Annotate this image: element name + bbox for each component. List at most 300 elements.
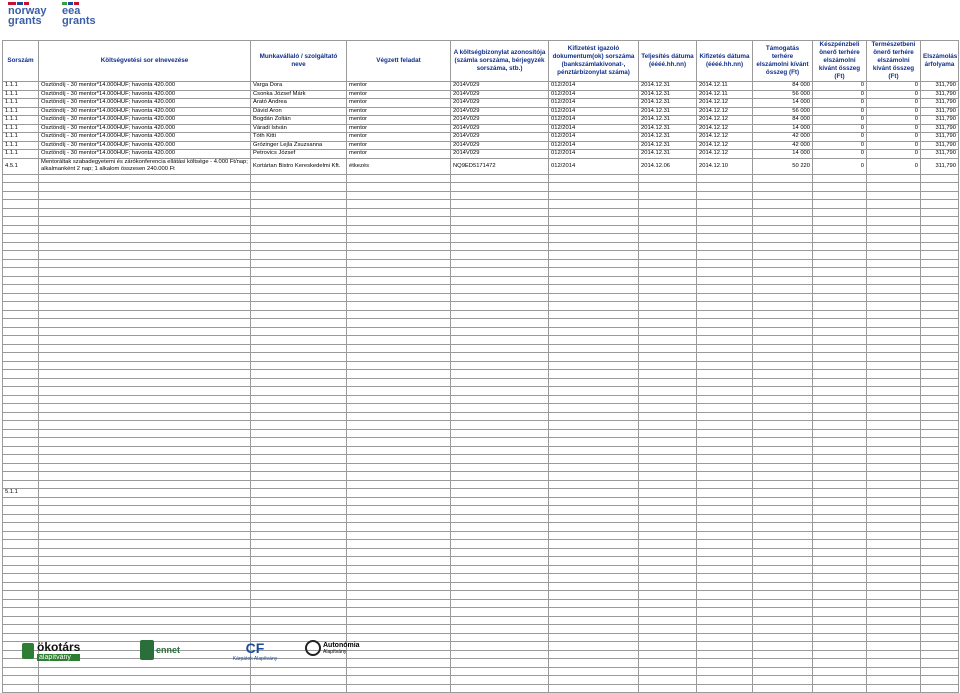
empty-cell xyxy=(39,208,251,217)
empty-cell xyxy=(813,565,867,574)
empty-cell xyxy=(549,421,639,430)
table-cell: 42 000 xyxy=(753,133,813,142)
column-header: Kifizetés dátuma (éééé.hh.nn) xyxy=(697,41,753,82)
empty-cell xyxy=(251,676,347,685)
empty-cell xyxy=(753,378,813,387)
empty-cell xyxy=(451,676,549,685)
empty-cell xyxy=(549,608,639,617)
empty-row xyxy=(3,480,959,489)
empty-cell xyxy=(867,319,921,328)
empty-cell xyxy=(347,599,451,608)
empty-cell xyxy=(697,242,753,251)
table-cell: 2014V029 xyxy=(451,150,549,159)
empty-cell xyxy=(347,387,451,396)
table-row xyxy=(3,158,959,174)
table-cell: 311,790 xyxy=(921,82,959,91)
table-cell: étkezés xyxy=(347,158,451,174)
empty-cell xyxy=(549,574,639,583)
empty-cell xyxy=(639,174,697,183)
empty-cell xyxy=(39,174,251,183)
empty-cell xyxy=(921,310,959,319)
empty-cell xyxy=(549,455,639,464)
empty-cell xyxy=(813,472,867,481)
empty-cell xyxy=(639,293,697,302)
table-cell: 1.1.1 xyxy=(3,133,39,142)
empty-cell xyxy=(867,591,921,600)
empty-row xyxy=(3,310,959,319)
empty-row xyxy=(3,591,959,600)
empty-cell xyxy=(251,480,347,489)
empty-cell xyxy=(39,625,251,634)
empty-cell xyxy=(867,327,921,336)
empty-cell xyxy=(867,633,921,642)
empty-cell xyxy=(753,608,813,617)
empty-cell xyxy=(697,676,753,685)
table-cell: 0 xyxy=(867,158,921,174)
empty-cell xyxy=(3,404,39,413)
empty-cell xyxy=(347,574,451,583)
empty-cell xyxy=(921,191,959,200)
empty-cell xyxy=(697,421,753,430)
column-header: Végzett feladat xyxy=(347,41,451,82)
empty-cell xyxy=(3,463,39,472)
empty-cell xyxy=(753,574,813,583)
empty-cell xyxy=(697,370,753,379)
empty-cell xyxy=(347,361,451,370)
empty-row xyxy=(3,565,959,574)
empty-cell xyxy=(697,659,753,668)
empty-cell xyxy=(867,302,921,311)
empty-cell xyxy=(813,523,867,532)
empty-cell xyxy=(549,472,639,481)
empty-row xyxy=(3,361,959,370)
empty-cell xyxy=(921,676,959,685)
empty-cell xyxy=(697,251,753,260)
empty-cell xyxy=(451,268,549,277)
table-row xyxy=(3,82,959,91)
empty-cell xyxy=(639,225,697,234)
empty-cell xyxy=(347,208,451,217)
empty-cell xyxy=(251,208,347,217)
empty-cell xyxy=(921,565,959,574)
table-cell: 5.1.1 xyxy=(3,489,39,498)
ennet-logo-name: ennet xyxy=(156,645,181,655)
empty-cell xyxy=(39,557,251,566)
empty-cell xyxy=(753,327,813,336)
empty-cell xyxy=(639,361,697,370)
table-cell: 311,790 xyxy=(921,141,959,150)
table-cell: 2014.12.31 xyxy=(639,90,697,99)
empty-cell xyxy=(347,667,451,676)
empty-row xyxy=(3,302,959,311)
empty-cell xyxy=(549,387,639,396)
empty-row xyxy=(3,225,959,234)
table-cell: Varga Dora xyxy=(251,82,347,91)
empty-cell xyxy=(3,540,39,549)
empty-cell xyxy=(867,404,921,413)
empty-cell xyxy=(3,378,39,387)
empty-cell xyxy=(347,200,451,209)
empty-cell xyxy=(867,514,921,523)
empty-cell xyxy=(549,174,639,183)
empty-cell xyxy=(451,455,549,464)
table-cell: Grózinger Lejla Zsuzsanna xyxy=(251,141,347,150)
empty-cell xyxy=(39,667,251,676)
empty-cell xyxy=(697,191,753,200)
empty-cell xyxy=(39,285,251,294)
empty-cell xyxy=(251,557,347,566)
empty-cell xyxy=(813,200,867,209)
empty-cell xyxy=(921,319,959,328)
empty-cell xyxy=(753,582,813,591)
table-cell: mentor xyxy=(347,133,451,142)
table-cell: 2014V029 xyxy=(451,141,549,150)
table-cell: Ösztöndíj - 30 mentor*14.000HUF; havonta 420.000 xyxy=(39,150,251,159)
empty-cell xyxy=(451,472,549,481)
table-cell: 311,790 xyxy=(921,99,959,108)
empty-cell xyxy=(39,548,251,557)
table-cell: mentor xyxy=(347,82,451,91)
empty-cell xyxy=(347,251,451,260)
empty-cell xyxy=(39,276,251,285)
table-cell: 1.1.1 xyxy=(3,141,39,150)
empty-cell xyxy=(867,472,921,481)
empty-row xyxy=(3,497,959,506)
empty-cell xyxy=(3,370,39,379)
empty-row xyxy=(3,421,959,430)
empty-cell xyxy=(549,463,639,472)
empty-cell xyxy=(697,302,753,311)
table-cell: 2014.12.12 xyxy=(697,133,753,142)
empty-cell xyxy=(251,378,347,387)
empty-cell xyxy=(549,667,639,676)
table-cell: 2014.12.12 xyxy=(697,116,753,125)
empty-cell xyxy=(753,472,813,481)
table-cell: 2014.12.31 xyxy=(639,107,697,116)
empty-cell xyxy=(3,259,39,268)
empty-cell xyxy=(451,463,549,472)
empty-cell xyxy=(697,378,753,387)
empty-cell xyxy=(813,591,867,600)
empty-cell xyxy=(639,480,697,489)
table-cell: NQ9ED5171472 xyxy=(451,158,549,174)
empty-cell xyxy=(251,506,347,515)
empty-cell xyxy=(697,531,753,540)
empty-cell xyxy=(39,370,251,379)
empty-cell xyxy=(39,259,251,268)
table-cell: 1.1.1 xyxy=(3,99,39,108)
table-cell: 2014V029 xyxy=(451,124,549,133)
table-cell: 1.1.1 xyxy=(3,90,39,99)
empty-cell xyxy=(867,370,921,379)
empty-cell xyxy=(813,387,867,396)
empty-cell xyxy=(549,489,639,498)
empty-cell xyxy=(639,327,697,336)
empty-cell xyxy=(697,667,753,676)
empty-cell xyxy=(867,676,921,685)
empty-cell xyxy=(697,174,753,183)
empty-cell xyxy=(921,591,959,600)
empty-cell xyxy=(753,285,813,294)
empty-cell xyxy=(813,489,867,498)
empty-cell xyxy=(813,667,867,676)
empty-cell xyxy=(921,472,959,481)
empty-cell xyxy=(867,395,921,404)
empty-cell xyxy=(697,225,753,234)
empty-cell xyxy=(867,523,921,532)
empty-cell xyxy=(347,455,451,464)
empty-row xyxy=(3,574,959,583)
empty-cell xyxy=(347,242,451,251)
empty-cell xyxy=(921,616,959,625)
empty-cell xyxy=(451,642,549,651)
empty-cell xyxy=(549,208,639,217)
empty-row xyxy=(3,582,959,591)
empty-cell xyxy=(921,251,959,260)
empty-cell xyxy=(813,319,867,328)
empty-cell xyxy=(549,438,639,447)
empty-cell xyxy=(251,684,347,693)
empty-cell xyxy=(3,327,39,336)
empty-cell xyxy=(697,412,753,421)
column-header: Munkavállaló / szolgáltató neve xyxy=(251,41,347,82)
empty-cell xyxy=(451,497,549,506)
empty-cell xyxy=(251,217,347,226)
empty-cell xyxy=(867,667,921,676)
empty-cell xyxy=(347,217,451,226)
empty-cell xyxy=(867,208,921,217)
empty-cell xyxy=(697,557,753,566)
empty-cell xyxy=(639,183,697,192)
empty-cell xyxy=(39,591,251,600)
empty-cell xyxy=(3,497,39,506)
empty-cell xyxy=(867,285,921,294)
empty-cell xyxy=(753,310,813,319)
empty-cell xyxy=(451,336,549,345)
empty-cell xyxy=(251,599,347,608)
empty-cell xyxy=(39,421,251,430)
empty-cell xyxy=(753,302,813,311)
empty-cell xyxy=(3,361,39,370)
empty-cell xyxy=(813,684,867,693)
empty-cell xyxy=(921,455,959,464)
empty-cell xyxy=(347,608,451,617)
empty-cell xyxy=(753,565,813,574)
empty-row xyxy=(3,506,959,515)
empty-cell xyxy=(39,565,251,574)
empty-cell xyxy=(451,217,549,226)
empty-cell xyxy=(921,344,959,353)
empty-cell xyxy=(347,183,451,192)
empty-cell xyxy=(639,523,697,532)
empty-cell xyxy=(753,293,813,302)
empty-cell xyxy=(753,387,813,396)
table-cell: 012/2014 xyxy=(549,116,639,125)
table-cell: 2014.12.12 xyxy=(697,107,753,116)
empty-cell xyxy=(921,599,959,608)
empty-cell xyxy=(813,327,867,336)
empty-cell xyxy=(639,319,697,328)
empty-cell xyxy=(39,327,251,336)
empty-cell xyxy=(867,659,921,668)
empty-cell xyxy=(251,625,347,634)
empty-cell xyxy=(753,523,813,532)
empty-cell xyxy=(697,200,753,209)
empty-cell xyxy=(697,650,753,659)
table-cell: 56 000 xyxy=(753,90,813,99)
empty-cell xyxy=(347,302,451,311)
empty-cell xyxy=(867,625,921,634)
empty-cell xyxy=(813,276,867,285)
empty-cell xyxy=(697,395,753,404)
empty-cell xyxy=(3,599,39,608)
empty-cell xyxy=(451,276,549,285)
empty-cell xyxy=(251,183,347,192)
empty-cell xyxy=(549,480,639,489)
empty-cell xyxy=(697,591,753,600)
empty-cell xyxy=(697,276,753,285)
empty-cell xyxy=(347,421,451,430)
empty-cell xyxy=(813,302,867,311)
empty-cell xyxy=(39,446,251,455)
empty-cell xyxy=(921,404,959,413)
empty-row xyxy=(3,251,959,260)
column-header: Támogatás terhére elszámolni kívánt összeg (Ft) xyxy=(753,41,813,82)
empty-cell xyxy=(639,616,697,625)
empty-cell xyxy=(867,642,921,651)
empty-cell xyxy=(753,412,813,421)
empty-cell xyxy=(39,361,251,370)
empty-cell xyxy=(549,191,639,200)
empty-cell xyxy=(39,191,251,200)
empty-cell xyxy=(697,310,753,319)
empty-cell xyxy=(549,599,639,608)
autonomia-logo-sub: Alapítvány xyxy=(323,648,347,655)
table-cell: Ösztöndíj - 30 mentor*14.000HUF; havonta 420.000 xyxy=(39,141,251,150)
empty-cell xyxy=(697,429,753,438)
empty-cell xyxy=(753,650,813,659)
empty-cell xyxy=(813,285,867,294)
empty-cell xyxy=(3,344,39,353)
empty-cell xyxy=(251,251,347,260)
empty-row xyxy=(3,387,959,396)
table-cell: 56 000 xyxy=(753,107,813,116)
empty-cell xyxy=(697,455,753,464)
empty-cell xyxy=(697,183,753,192)
empty-cell xyxy=(867,599,921,608)
empty-cell xyxy=(451,667,549,676)
empty-cell xyxy=(251,565,347,574)
empty-cell xyxy=(451,302,549,311)
empty-cell xyxy=(639,242,697,251)
okotars-logo-sub: alapítvány xyxy=(37,654,80,661)
empty-cell xyxy=(697,497,753,506)
table-cell: Kortártan Bistro Kereskedelmi Kft. xyxy=(251,158,347,174)
empty-cell xyxy=(867,616,921,625)
table-cell: 1.1.1 xyxy=(3,116,39,125)
empty-cell xyxy=(549,234,639,243)
empty-cell xyxy=(639,659,697,668)
ennet-logo xyxy=(140,640,190,668)
empty-cell xyxy=(639,574,697,583)
empty-cell xyxy=(39,523,251,532)
empty-cell xyxy=(251,429,347,438)
empty-cell xyxy=(451,565,549,574)
empty-cell xyxy=(697,506,753,515)
empty-cell xyxy=(3,395,39,404)
eea-logo-line1: eea xyxy=(62,5,81,17)
table-cell: mentor xyxy=(347,90,451,99)
empty-cell xyxy=(813,497,867,506)
empty-cell xyxy=(451,574,549,583)
empty-cell xyxy=(753,242,813,251)
empty-cell xyxy=(697,285,753,294)
empty-cell xyxy=(549,276,639,285)
table-cell: 0 xyxy=(867,141,921,150)
empty-cell xyxy=(3,616,39,625)
table-cell: 84 000 xyxy=(753,82,813,91)
empty-cell xyxy=(549,676,639,685)
empty-cell xyxy=(921,489,959,498)
empty-cell xyxy=(813,557,867,566)
empty-row xyxy=(3,625,959,634)
empty-cell xyxy=(347,293,451,302)
empty-cell xyxy=(813,234,867,243)
empty-cell xyxy=(753,446,813,455)
empty-cell xyxy=(451,489,549,498)
table-cell: Tóth Kitti xyxy=(251,133,347,142)
empty-cell xyxy=(451,531,549,540)
empty-cell xyxy=(697,599,753,608)
empty-cell xyxy=(639,421,697,430)
empty-cell xyxy=(39,574,251,583)
table-cell: Ösztöndíj - 30 mentor*14.000HUF; havonta 420.000 xyxy=(39,99,251,108)
empty-cell xyxy=(639,463,697,472)
empty-cell xyxy=(921,200,959,209)
empty-cell xyxy=(451,523,549,532)
column-header: Teljesítés dátuma (éééé.hh.nn) xyxy=(639,41,697,82)
table-cell: 0 xyxy=(813,158,867,174)
empty-cell xyxy=(549,497,639,506)
empty-cell xyxy=(813,412,867,421)
autonomia-logo-name: Autonómia xyxy=(323,641,360,649)
empty-cell xyxy=(347,565,451,574)
empty-cell xyxy=(39,480,251,489)
empty-cell xyxy=(813,395,867,404)
table-cell: 0 xyxy=(867,90,921,99)
empty-cell xyxy=(921,174,959,183)
empty-cell xyxy=(451,242,549,251)
empty-cell xyxy=(251,242,347,251)
empty-cell xyxy=(451,404,549,413)
empty-cell xyxy=(251,608,347,617)
empty-cell xyxy=(451,319,549,328)
table-cell: Ösztöndíj - 30 mentor*14.000HUF; havonta 420.000 xyxy=(39,107,251,116)
empty-cell xyxy=(251,200,347,209)
table-cell: mentor xyxy=(347,107,451,116)
empty-cell xyxy=(451,310,549,319)
empty-cell xyxy=(451,387,549,396)
empty-row xyxy=(3,353,959,362)
empty-cell xyxy=(39,489,251,498)
empty-cell xyxy=(39,438,251,447)
empty-cell xyxy=(251,421,347,430)
empty-cell xyxy=(3,276,39,285)
table-cell: 0 xyxy=(867,133,921,142)
table-cell: 012/2014 xyxy=(549,150,639,159)
empty-cell xyxy=(3,531,39,540)
empty-cell xyxy=(39,217,251,226)
